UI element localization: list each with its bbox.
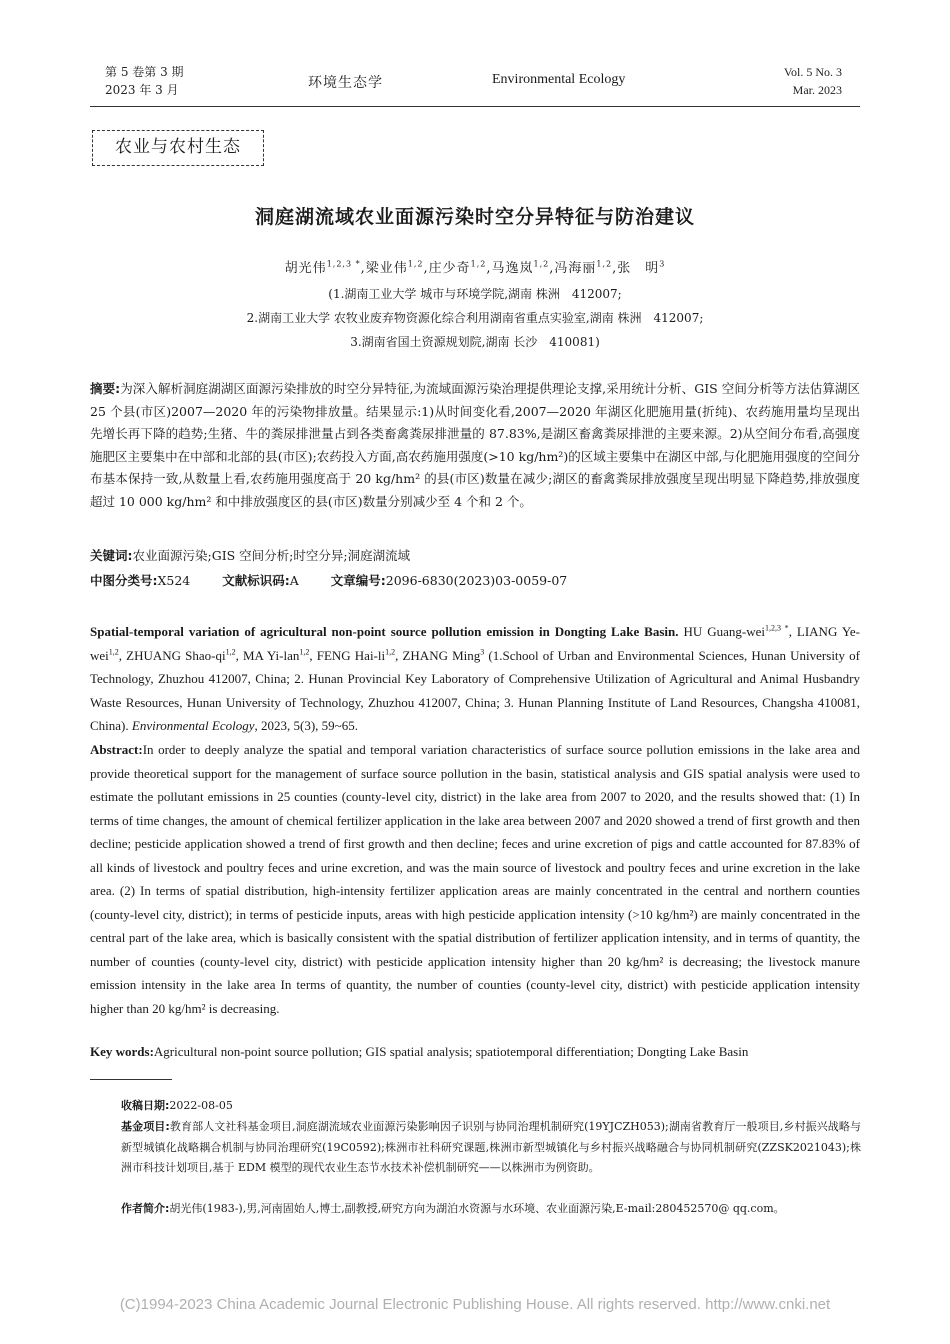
publication-date: 2023 年 3 月 xyxy=(105,83,179,97)
running-header-left xyxy=(105,63,184,99)
author-affiliation-mark: 1,2,3 * xyxy=(326,259,361,269)
english-affiliations: (1.School of Urban and Environmental Sciences, Hunan University of Technology, Zhuzhou 412007, China; 2. Hunan Provincial Key Laboratory of Comprehensive Utilization of Agricultural and Animal Husbandry Waste Resources, Hunan University of Technology, Zhuzhou 412007, China; 3. Hunan Planning Institute of Land Resources, Changsha 410081, China). xyxy=(90,647,860,733)
english-author-name: , MA Yi-lan xyxy=(235,647,300,663)
keywords-en-text: Agricultural non-point source pollution; GIS spatial analysis; spatiotemporal differentiation; Dongting Lake Basin xyxy=(153,1044,749,1059)
funding-label: 基金项目: xyxy=(121,1120,170,1133)
author-list xyxy=(0,257,950,276)
english-author-affiliation-mark: 1,2 xyxy=(299,647,310,657)
abstract-en xyxy=(90,738,860,1020)
affiliation-3: 3.湖南省国土资源规划院,湖南 长沙 410081) xyxy=(350,335,600,349)
author-bio-text: 胡光伟(1983-),男,河南固始人,博士,副教授,研究方向为湖泊水资源与水环境、农业面源污染,E-mail:280452570@ qq.com。 xyxy=(169,1202,785,1215)
copyright-watermark: (C)1994-2023 China Academic Journal Electronic Publishing House. All rights reserved. http://www.cnki.net xyxy=(119,1296,831,1313)
article-number: 2096-6830(2023)03-0059-07 xyxy=(385,573,568,588)
header-divider xyxy=(90,106,860,107)
abstract-cn xyxy=(90,378,860,513)
english-author-name: , LIANG Ye-wei xyxy=(90,624,861,663)
english-journal: Environmental Ecology xyxy=(131,718,255,733)
volume-issue: 第 5 卷第 3 期 xyxy=(105,65,184,79)
affiliation-2: 2.湖南工业大学 农牧业废弃物资源化综合利用湖南省重点实验室,湖南 株洲 412007; xyxy=(246,311,704,325)
clc-label: 中图分类号: xyxy=(90,573,158,588)
funding-text: 教育部人文社科基金项目,洞庭湖流域农业面源污染影响因子识别与协同治理机制研究(19YJCZH053);湖南省教育厅一般项目,乡村振兴战略与新型城镇化战略耦合机制与协同治理研究(19C0592);株洲市社科研究课题,株洲市新型城镇化与乡村振兴战略融合与协同机制研究(ZZSK2021043);株洲市科技计划项目,基于 EDM 模型的现代农业生态节水技术补偿机制研究——以株洲市为例资助。 xyxy=(121,1120,861,1174)
abstract-cn-text: 为深入解析洞庭湖湖区面源污染排放的时空分异特征,为流域面源污染治理提供理论支撑,采用统计分析、GIS 空间分析等方法估算湖区 25 个县(市区)2007—2020 年的污染物排放量。结果显示:1)从时间变化看,2007—2020 年湖区化肥施用量(折纯)、农药施用量均呈现出先增长再下降的趋势;生猪、牛的粪尿排泄量占到各类畜禽粪尿排泄量的 87.83%,是湖区畜禽粪尿排泄的主要来源。2)从空间分布看,高强度施肥区主要集中在中部和北部的县(市区);农药投入方面,高农药施用强度(>10 kg/hm²)的区域主要集中在湖区中部,与化肥施用强度的空间分布基本保持一致,从数量上看,农药施用强度高于 20 kg/hm² 的县(市区)数量在减少;湖区的畜禽粪尿排放强度呈现出明显下降趋势,排放强度超过 10 000 kg/hm² 和中排放强度区的县(市区)数量分别减少至 4 个和 2 个。 xyxy=(90,381,860,509)
clc-number: X524 xyxy=(157,573,191,588)
keywords-en xyxy=(90,1044,860,1060)
received-label: 收稿日期: xyxy=(121,1099,170,1112)
classification-line xyxy=(90,571,567,591)
abstract-en-text: In order to deeply analyze the spatial and temporal variation characteristics of surface source pollution emissions in the lake area and provide theoretical support for the management of surface source pollution in the basin, statistical analysis and GIS spatial analysis were used to estimate the pollutant emissions in 25 counties (county-level city, district) in the lake area from 2007 to 2020, and the results showed that: (1) In terms of time changes, the amount of chemical fertilizer application in the lake area between 2007 and 2020 showed a trend of first growth and then decline; pesticide application showed a trend of first growth and then decline; feces and urine excretion of pigs and cattle accounted for 87.83% of all kinds of livestock and poultry feces and urine excretion, and was the main source of livestock and poultry feces and urine excretion in the lake area. (2) In terms of spatial distribution, high-intensity fertilizer application areas are mainly concentrated in the central and northern counties (county-level city, district); in terms of pesticide inputs, areas with high pesticide application intensity (>10 kg/hm²) are mainly concentrated in the central part of the lake area, which is basically consistent with the spatial distribution of fertilizer application intensity, and in terms of quantity, the number of counties (county-level city, district) with pesticide application intensity higher than 20 kg/hm² is decreasing; the livestock manure emission intensity in the lake area In terms of quantity, the number of counties (county-level city, district) with pesticide application intensity higher than 20 kg/hm² is decreasing. xyxy=(90,742,860,1016)
doc-code: A xyxy=(289,573,299,588)
english-author-name: , ZHANG Ming xyxy=(395,647,481,663)
author-bio xyxy=(121,1199,861,1220)
keywords-cn xyxy=(90,546,410,566)
english-author-affiliation-mark: 3 xyxy=(480,647,485,657)
volume-issue-en: Vol. 5 No. 3 xyxy=(783,65,842,79)
english-title: Spatial-temporal variation of agricultural non-point source pollution emission in Dongting Lake Basin. xyxy=(90,624,679,639)
journal-name-en: Environmental Ecology xyxy=(492,72,626,87)
author-name: ,庄少奇 xyxy=(423,261,471,276)
english-author-name: HU Guang-wei xyxy=(678,624,765,639)
footnote-divider xyxy=(90,1079,172,1080)
english-author-name: , ZHUANG Shao-qi xyxy=(118,647,226,663)
affiliation-1: (1.湖南工业大学 城市与环境学院,湖南 株洲 412007; xyxy=(328,287,622,301)
funding-note xyxy=(121,1117,861,1179)
article-number-label: 文章编号: xyxy=(330,573,386,588)
author-name: ,马逸岚 xyxy=(486,261,534,276)
author-affiliation-mark: 1,2 xyxy=(470,259,487,269)
keywords-cn-label: 关键词: xyxy=(90,548,133,563)
english-author-affiliation-mark: 1,2 xyxy=(225,647,236,657)
keywords-en-label: Key words: xyxy=(90,1044,154,1059)
english-reference xyxy=(90,620,860,738)
section-label: 农业与农村生态 xyxy=(92,130,264,166)
abstract-cn-label: 摘要: xyxy=(90,381,121,396)
author-affiliation-mark: 3 xyxy=(659,259,666,269)
author-bio-label: 作者简介: xyxy=(121,1202,170,1215)
author-name: ,张 明 xyxy=(612,261,660,276)
english-author-affiliation-mark: 1,2 xyxy=(108,647,119,657)
received-value: 2022-08-05 xyxy=(169,1099,233,1112)
abstract-en-label: Abstract: xyxy=(90,742,143,757)
author-affiliation-mark: 1,2 xyxy=(596,259,613,269)
author-name: 胡光伟 xyxy=(284,261,327,276)
author-affiliation-mark: 1,2 xyxy=(533,259,550,269)
english-author-affiliation-mark: 1,2 xyxy=(385,647,396,657)
english-author-name: , FENG Hai-li xyxy=(309,647,386,663)
author-name: ,冯海丽 xyxy=(549,261,597,276)
doc-code-label: 文献标识码: xyxy=(222,573,290,588)
running-header-right xyxy=(784,63,842,99)
paper-title: 洞庭湖流域农业面源污染时空分异特征与防治建议 xyxy=(254,206,695,228)
keywords-cn-text: 农业面源污染;GIS 空间分析;时空分异;洞庭湖流域 xyxy=(132,548,411,563)
author-name: ,梁业伟 xyxy=(360,261,408,276)
publication-date-en: Mar. 2023 xyxy=(792,83,842,97)
english-citation: , 2023, 5(3), 59~65. xyxy=(254,718,358,733)
english-author-affiliation-mark: 1,2,3 * xyxy=(764,623,789,633)
received-date xyxy=(121,1096,861,1117)
journal-name-cn: 环境生态学 xyxy=(308,75,383,91)
author-affiliation-mark: 1,2 xyxy=(407,259,424,269)
